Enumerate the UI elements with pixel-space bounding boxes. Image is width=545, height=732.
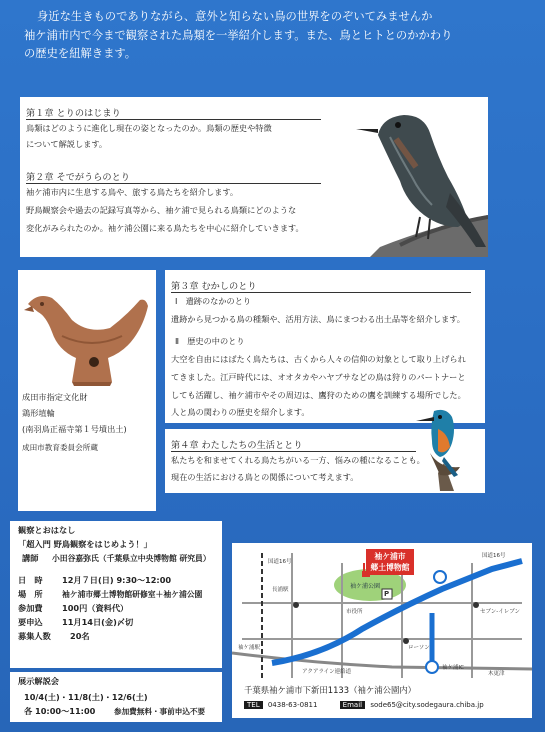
divider <box>26 119 321 120</box>
chapter-3-panel <box>165 270 485 423</box>
tour-time: 各 10:00～11:00 <box>24 706 96 716</box>
map-label: 長浦駅 <box>272 587 289 593</box>
park-label: 袖ケ浦公園 <box>350 583 381 590</box>
email-label: Email <box>340 701 365 709</box>
artifact-caption-2: 鶏形埴輪 <box>22 408 55 418</box>
divider <box>171 451 416 452</box>
chapter-3-sec2-title: Ⅱ 歴史の中のとり <box>175 336 245 346</box>
map-label: 国道16号 <box>482 553 506 559</box>
event-panel <box>10 521 222 668</box>
event-fee: 100円（資料代） <box>62 603 129 613</box>
chapter-4-title: 第４章 わたしたちの生活ととり <box>171 440 303 451</box>
map-label: 国道16号 <box>268 559 292 565</box>
event-place-label: 場 所 <box>18 589 43 599</box>
chapter-3-sec2-body-3: しても活躍し、袖ケ浦市やその周辺は、鷹狩のための鷹を訓練する場所でした。 <box>171 390 466 400</box>
event-speaker-label: 講師 <box>22 553 39 563</box>
gallery-tour-panel <box>10 672 222 722</box>
intro-line: の歴史を紐解きます。 <box>24 47 137 60</box>
access-map-panel <box>232 543 532 718</box>
artifact-caption-1: 成田市指定文化財 <box>22 392 88 402</box>
map-label: セブン-イレブン <box>480 609 521 615</box>
artifact-panel <box>18 270 156 511</box>
chapter-2-title: 第２章 そでがうらのとり <box>26 172 130 183</box>
chapter-3-sec1-title: Ⅰ 遺跡のなかのとり <box>175 296 252 306</box>
tour-dates: 10/4(土)・11/8(土)・12/6(土) <box>24 692 148 702</box>
bird-haniwa-artifact-photo <box>22 276 152 388</box>
chapter-4-body-2: 現在の生活における鳥との関係について考えます。 <box>171 472 359 482</box>
museum-label <box>366 549 414 575</box>
event-speaker: 小田谷嘉弥氏（千葉県立中央博物館 研究員） <box>52 554 211 563</box>
chapter-3-sec2-body-1: 大空を自由にはばたく鳥たちは、古くから人々の信仰の対象として取り上げられ <box>171 354 466 364</box>
kingfisher-bird-photo <box>414 403 474 491</box>
tour-heading: 展示解説会 <box>18 676 59 686</box>
chapter-1-2-panel <box>20 97 488 257</box>
museum-address: 千葉県袖ケ浦市下新田1133（袖ケ浦公園内） <box>244 685 417 695</box>
bulbul-bird-photo <box>320 97 488 257</box>
parking-mark: P <box>384 590 390 598</box>
chapter-3-sec1-body: 遺跡から見つかる鳥の種類や、活用方法、鳥にまつわる出土品等を紹介します。 <box>171 314 465 324</box>
chapter-1-body-1: 鳥類はどのように進化し現在の姿となったのか。鳥類の歴史や特徴 <box>26 123 272 133</box>
tel-label: TEL <box>244 701 263 709</box>
event-apply-label: 要申込 <box>18 617 43 627</box>
museum-label-line1: 袖ケ浦市 <box>374 552 406 561</box>
map-label: 市役所 <box>346 609 363 615</box>
chapter-3-title: 第３章 むかしのとり <box>171 281 257 292</box>
event-heading: 観察とおはなし <box>18 525 76 535</box>
event-fee-label: 参加費 <box>18 603 43 613</box>
tel-number: 0438-63-0811 <box>267 701 318 709</box>
intro-line: 身近な生きものでありながら、意外と知らない鳥の世界をのぞいてみませんか <box>37 10 433 23</box>
tour-note: 参加費無料・事前申込不要 <box>114 707 206 716</box>
map-label: ローソン <box>408 645 430 651</box>
artifact-caption-3: (南羽鳥正福寺第１号墳出土) <box>22 424 127 434</box>
event-subtitle: 「超入門 野鳥観察をはじめよう！」 <box>18 539 152 549</box>
chapter-3-sec2-body-4: 人と鳥の関わりの歴史を紹介します。 <box>171 407 310 417</box>
artifact-caption-4: 成田市教育委員会所蔵 <box>22 443 98 452</box>
intro-line: 袖ケ浦市内で今まで観察された鳥類を一挙紹介します。また、鳥とヒトとのかかわり <box>24 28 453 42</box>
event-capacity: 20名 <box>70 631 90 641</box>
event-date: 12月７日(日) 9:30～12:00 <box>62 575 172 585</box>
event-apply: 11月14日(金)〆切 <box>62 617 134 627</box>
chapter-2-body-2: 野鳥観察会や過去の記録写真等から、袖ケ浦で見られる鳥類にどのような <box>26 205 297 215</box>
chapter-4-body-1: 私たちを和ませてくれる鳥たちがいる一方、悩みの種になることも。 <box>171 455 425 465</box>
map-label: 木更津 <box>488 671 505 677</box>
contact-row <box>244 701 484 709</box>
chapter-2-body-1: 袖ケ浦市内に生息する鳥や、旅する鳥たちを紹介します。 <box>26 187 239 197</box>
chapter-2-body-3: 変化がみられたのか。袖ケ浦公園に来る鳥たちを中心に紹介していきます。 <box>26 223 304 233</box>
museum-label-line2: 郷土博物館 <box>370 563 410 572</box>
map-label: 袖ケ浦IC <box>442 665 464 671</box>
divider <box>26 183 321 184</box>
chapter-1-body-2: について解説します。 <box>26 139 108 149</box>
intro-text <box>24 8 524 64</box>
chapter-3-sec2-body-2: てきました。江戸時代には、オオタカやハヤブサなどの鳥は狩りのパートナーと <box>171 372 466 382</box>
chapter-1-title: 第１章 とりのはじまり <box>26 108 121 119</box>
event-place: 袖ケ浦市郷土博物館研修室＋袖ケ浦公園 <box>62 590 203 599</box>
event-capacity-label: 募集人数 <box>18 631 51 641</box>
divider <box>171 292 471 293</box>
event-date-label: 日 時 <box>18 575 43 585</box>
map-label: 袖ケ浦駅 <box>238 645 261 651</box>
email-address: sode65@city.sodegaura.chiba.jp <box>370 701 484 709</box>
map-label: アクアライン連絡道 <box>302 669 352 675</box>
